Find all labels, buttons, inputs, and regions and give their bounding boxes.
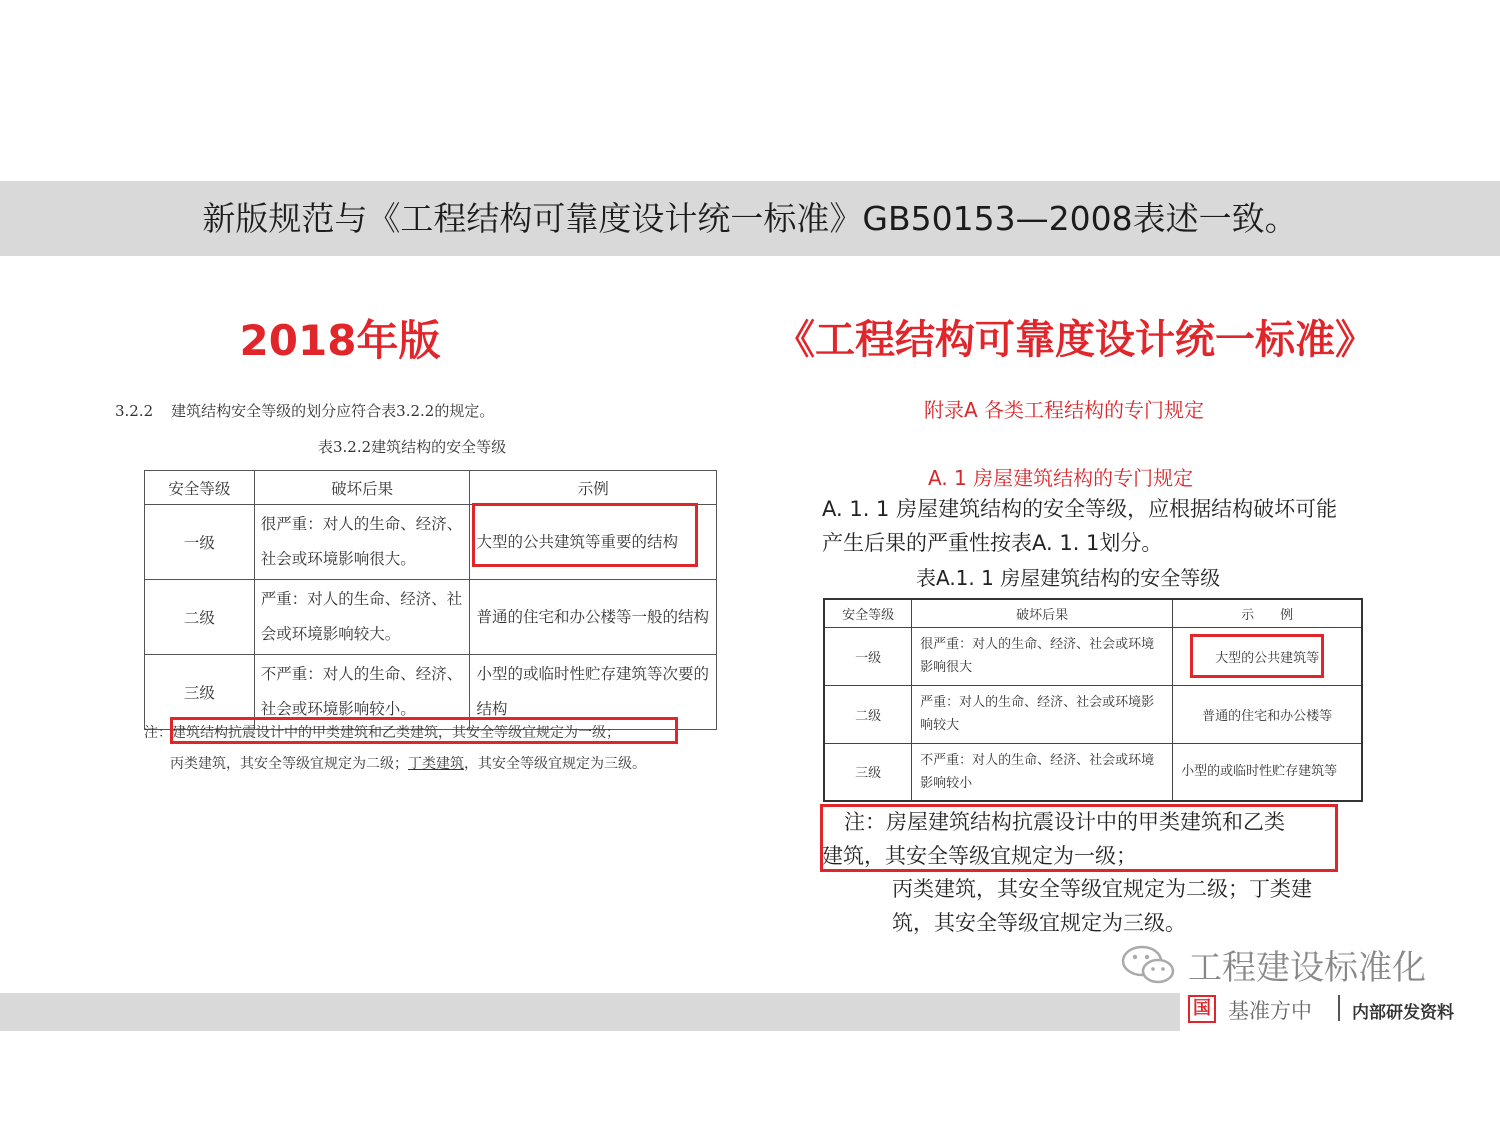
header-example: 示 例 (1173, 599, 1362, 627)
highlight-box-left-note (170, 717, 678, 744)
clause-paragraph: A. 1. 1 房屋建筑结构的安全等级，应根据结构破坏可能产生后果的严重性按表A. 1. 1划分。 (822, 497, 1338, 555)
brand-tag: 内部研发资料 (1352, 1003, 1454, 1023)
appendix-title: 附录A 各类工程结构的专门规定 (924, 398, 1205, 422)
table-row (824, 685, 1362, 743)
watermark-text: 工程建设标准化 (1188, 948, 1426, 988)
cell-example: 大型的公共建筑等 (1173, 627, 1362, 685)
note-continued-text: 丙类建筑，其安全等级宜规定为二级；丁类建筑，其安全等级宜规定为三级。 (892, 877, 1312, 935)
highlight-box-right-note (820, 804, 1338, 872)
cell-consequence: 很严重：对人的生命、经济、社会或环境影响很大 (912, 627, 1173, 685)
footer-bar (0, 993, 1180, 1031)
cell-consequence: 严重：对人的生命、经济、社会或环境影响较大。 (254, 580, 470, 655)
cell-grade: 三级 (145, 655, 255, 730)
clause-text: 建筑结构安全等级的划分应符合表3.2.2的规定。 (171, 402, 495, 420)
cell-consequence: 很严重：对人的生命、经济、社会或环境影响很大。 (254, 505, 470, 580)
cell-example: 普通的住宅和办公楼等一般的结构 (470, 580, 717, 655)
cell-grade: 二级 (145, 580, 255, 655)
note-line-2: 建筑，其安全等级宜规定为一级； (822, 844, 1137, 868)
header-consequence: 破坏后果 (912, 599, 1173, 627)
cell-grade: 一级 (145, 505, 255, 580)
wechat-icon (1118, 943, 1180, 987)
clause-number: 3.2.2 (115, 402, 154, 420)
left-clause (115, 400, 494, 421)
section-title: A. 1 房屋建筑结构的专门规定 (928, 466, 1194, 490)
cell-example: 小型的或临时性贮存建筑等 (1173, 743, 1362, 801)
header-grade: 安全等级 (824, 599, 912, 627)
cell-example: 普通的住宅和办公楼等 (1173, 685, 1362, 743)
banner-text: 新版规范与《工程结构可靠度设计统一标准》GB50153—2008表述一致。 (202, 199, 1298, 238)
table-row (824, 743, 1362, 801)
brand-name: 基准方中 (1228, 999, 1312, 1023)
note-rest-a: 丙类建筑，其安全等级宜规定为二级； (170, 756, 408, 772)
cell-example: 小型的或临时性贮存建筑等次要的结构 (470, 655, 717, 730)
table-header-row (824, 599, 1362, 627)
note-rest-b: ，其安全等级宜规定为三级。 (464, 756, 646, 772)
header-example: 示例 (470, 471, 717, 505)
note-rest-underlined: 丁类建筑 (408, 756, 464, 772)
right-table-caption: 表A.1. 1 房屋建筑结构的安全等级 (916, 566, 1221, 590)
note-line-1: 注：房屋建筑结构抗震设计中的甲类建筑和乙类 (844, 810, 1285, 834)
table-row (145, 580, 717, 655)
right-safety-table (823, 598, 1363, 802)
left-heading: 2018年版 (239, 316, 441, 365)
left-table-caption: 表3.2.2建筑结构的安全等级 (318, 438, 507, 456)
right-note-continued (822, 872, 1342, 940)
highlight-box-right-example (1190, 634, 1324, 678)
note-highlight: 建筑结构抗震设计中的甲类建筑和乙类建筑，其安全等级宜规定为一级； (172, 725, 620, 741)
header-consequence: 破坏后果 (254, 471, 470, 505)
cell-grade: 二级 (824, 685, 912, 743)
brand-separator (1338, 995, 1340, 1021)
table-header-row (145, 471, 717, 505)
highlight-box-left-example (472, 503, 698, 567)
cell-grade: 一级 (824, 627, 912, 685)
note-prefix: 注： (144, 725, 172, 741)
cell-grade: 三级 (824, 743, 912, 801)
cell-consequence: 不严重：对人的生命、经济、社会或环境影响较小 (912, 743, 1173, 801)
top-banner (0, 181, 1500, 256)
cell-consequence: 严重：对人的生命、经济、社会或环境影响较大 (912, 685, 1173, 743)
cell-example: 大型的公共建筑等重要的结构 (470, 505, 717, 580)
cell-consequence: 不严重：对人的生命、经济、社会或环境影响较小。 (254, 655, 470, 730)
header-grade: 安全等级 (145, 471, 255, 505)
brand-logo-icon: 国 (1188, 995, 1216, 1023)
right-heading: 《工程结构可靠度设计统一标准》 (775, 317, 1375, 363)
